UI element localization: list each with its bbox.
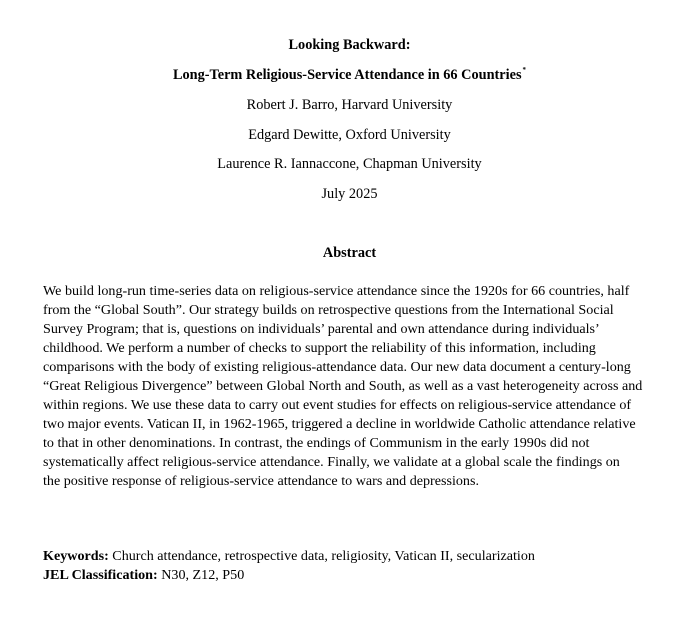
jel-row	[43, 566, 683, 585]
abstract-line: the positive response of religious-service attendance to wars and depressions.	[43, 473, 479, 489]
author-3: Laurence R. Iannaccone, Chapman University	[217, 156, 482, 172]
abstract-body	[43, 282, 671, 491]
title-text: Long-Term Religious-Service Attendance in 66 Countries	[172, 67, 522, 83]
author-1: Robert J. Barro, Harvard University	[246, 97, 453, 113]
abstract-line: “Great Religious Divergence” between Global North and South, as well as a vast heterogeneity across and	[43, 378, 643, 394]
title-line-1: Looking Backward:	[288, 37, 411, 53]
title-line-2	[0, 67, 699, 84]
abstract-line: We build long-run time-series data on religious-service attendance since the 1920s for 66 countries, half	[43, 283, 630, 299]
author-2: Edgard Dewitte, Oxford University	[248, 127, 451, 143]
title-footnote-mark: *	[522, 66, 527, 74]
jel-label: JEL Classification:	[43, 567, 158, 583]
keywords-value: Church attendance, retrospective data, religiosity, Vatican II, secularization	[108, 548, 535, 564]
abstract-line: comparisons with the body of existing religious-attendance data. Our new data document a century-long	[43, 359, 631, 375]
abstract-line: within regions. We use these data to carry out event studies for effects on religious-service attendance of	[43, 397, 632, 413]
jel-value: N30, Z12, P50	[157, 567, 245, 583]
abstract-line: two major events. Vatican II, in 1962-1965, triggered a decline in worldwide Catholic attendance relative	[43, 416, 636, 432]
abstract-line: childhood. We perform a number of checks to support the reliability of this information, including	[43, 340, 596, 356]
abstract-line: from the “Global South”. Our strategy builds on retrospective questions from the International Social	[43, 302, 614, 318]
abstract-heading: Abstract	[322, 245, 377, 261]
keywords-section	[43, 547, 683, 585]
paper-date: July 2025	[321, 186, 378, 202]
abstract-line: Survey Program; that is, questions on individuals’ parental and own attendance during individuals’	[43, 321, 600, 337]
keywords-row	[43, 547, 683, 566]
abstract-line: systematically affect religious-service attendance. Finally, we validate at a global scale the findings on	[43, 454, 620, 470]
keywords-label: Keywords:	[43, 548, 109, 564]
abstract-line: to that in other denominations. In contrast, the endings of Communism in the early 1990s did not	[43, 435, 590, 451]
